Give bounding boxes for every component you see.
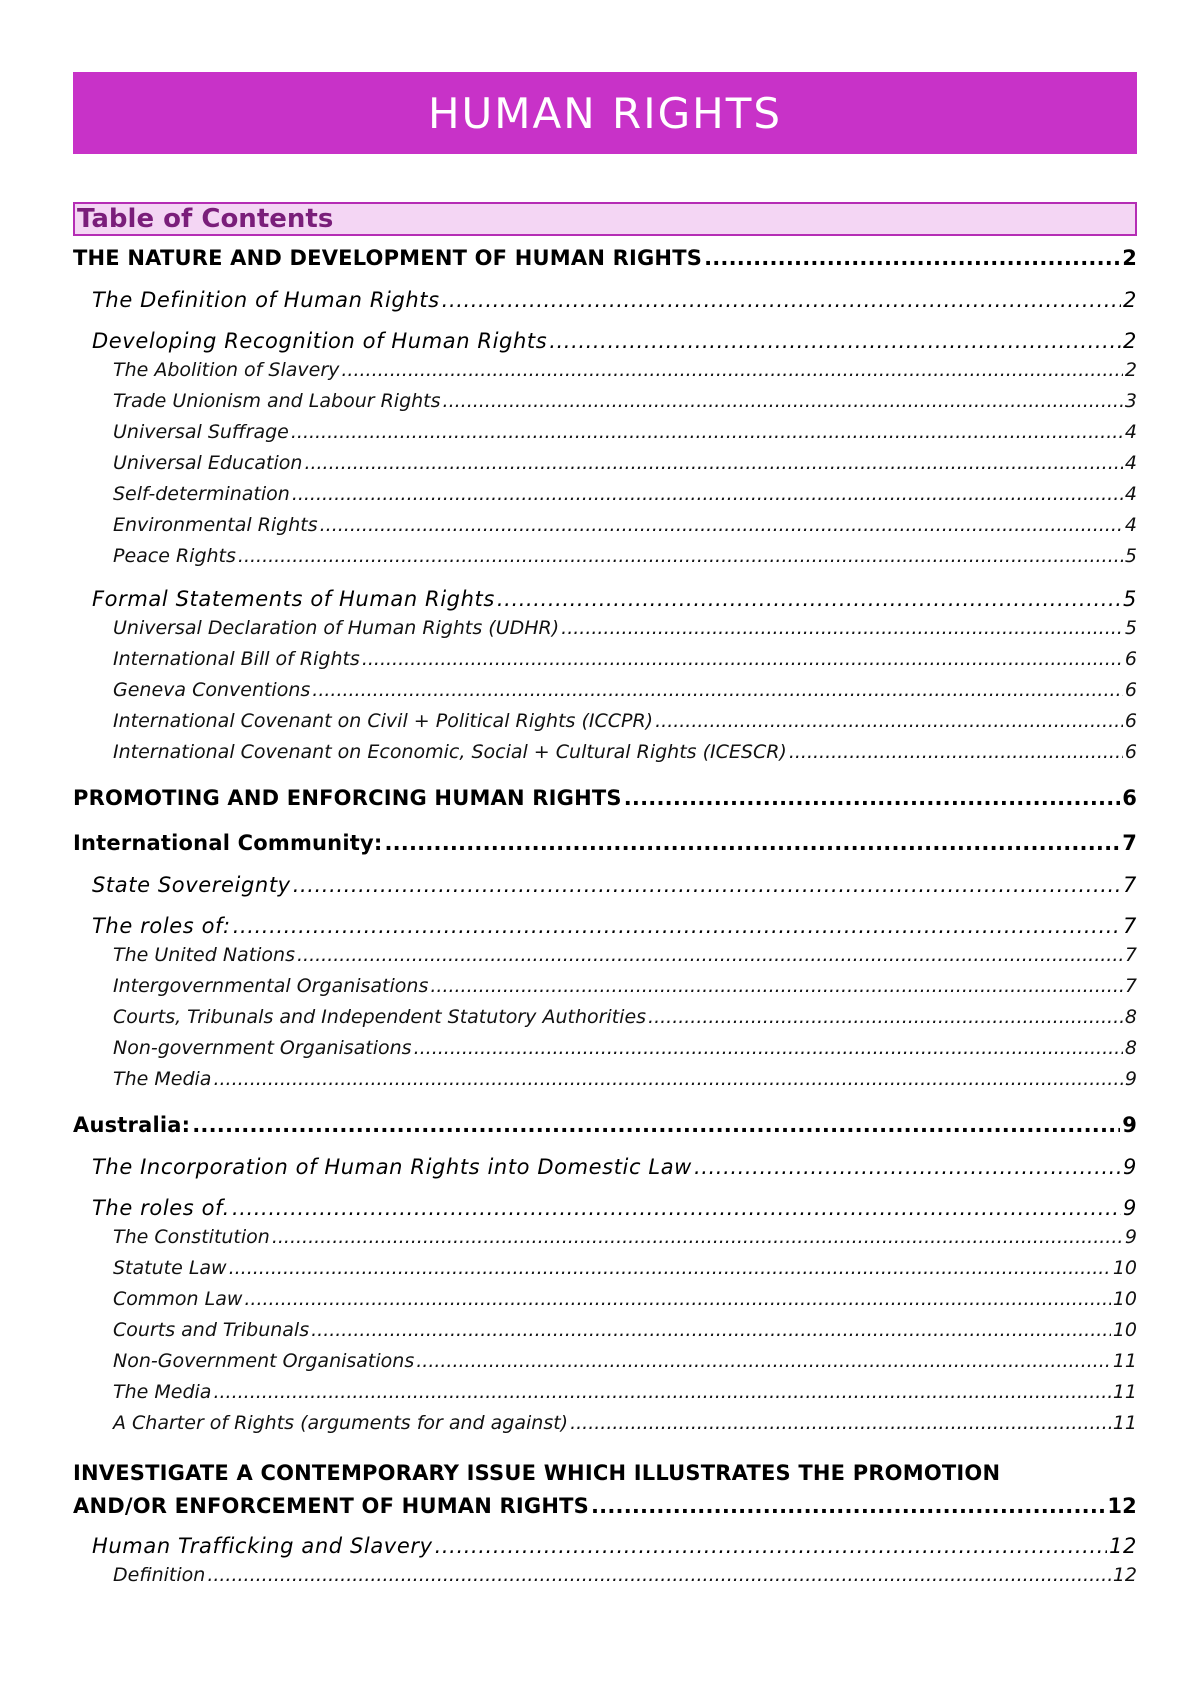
table-of-contents: [73, 246, 1137, 1443]
toc-leader-dots: [293, 873, 1121, 897]
toc-entry-label: Intergovernmental Organisations: [113, 975, 429, 997]
toc-leader-dots: [549, 329, 1121, 353]
toc-entry-label: The United Nations: [113, 944, 295, 966]
toc-leader-dots: [624, 786, 1120, 810]
toc-entry-level-3[interactable]: [73, 1288, 1137, 1319]
toc-page-number: 5: [1123, 587, 1137, 611]
toc-entry-label: The roles of.: [92, 1196, 230, 1220]
toc-page-number: 10: [1112, 1257, 1137, 1279]
toc-entry-level-2[interactable]: [73, 1155, 1137, 1185]
toc-page-number: 10: [1112, 1288, 1137, 1310]
toc-entry-label: Non-government Organisations: [113, 1037, 412, 1059]
toc-entry-label: The Abolition of Slavery: [113, 359, 340, 381]
toc-leader-dots: [414, 1037, 1123, 1059]
toc-entry-label: Peace Rights: [113, 545, 236, 567]
toc-page-number: 5: [1124, 545, 1137, 567]
toc-leader-dots: [207, 1564, 1111, 1586]
toc-leader-dots: [704, 246, 1120, 270]
toc-leader-dots: [311, 1319, 1111, 1341]
toc-leader-dots: [694, 1155, 1121, 1179]
toc-page-number: 2: [1122, 246, 1137, 270]
toc-entry-level-3[interactable]: [73, 1319, 1137, 1350]
toc-entry-level-2[interactable]: [73, 329, 1137, 359]
toc-entry-level-3[interactable]: [73, 390, 1137, 421]
toc-entry-label: The roles of:: [92, 914, 231, 938]
toc-entry-label: International Bill of Rights: [113, 648, 360, 670]
toc-page-number: 4: [1124, 421, 1137, 443]
toc-entry-label: Courts and Tribunals: [113, 1319, 310, 1341]
toc-page-number: 7: [1123, 873, 1137, 897]
toc-leader-dots: [229, 1257, 1111, 1279]
toc-entry-level-3[interactable]: [73, 545, 1137, 576]
toc-entry-level-3[interactable]: [73, 483, 1137, 514]
document-title: HUMAN RIGHTS: [427, 88, 783, 138]
toc-page-number: 11: [1112, 1381, 1137, 1403]
toc-page-number: 3: [1124, 390, 1137, 412]
toc-entry-label: Australia:: [73, 1113, 191, 1137]
toc-page-number: 11: [1112, 1412, 1137, 1434]
toc-entry-label: State Sovereignty: [92, 873, 291, 897]
toc-entry-label: Trade Unionism and Labour Rights: [113, 390, 441, 412]
toc-page-number: 9: [1124, 1226, 1137, 1248]
toc-page-number: 6: [1122, 786, 1137, 810]
toc-entry-label: Universal Education: [113, 452, 303, 474]
toc-entry-label: Geneva Conventions: [113, 679, 311, 701]
toc-leader-dots: [443, 390, 1123, 412]
toc-leader-dots: [244, 1288, 1110, 1310]
toc-page-number: 9: [1122, 1113, 1137, 1137]
toc-leader-dots: [192, 1113, 1120, 1137]
toc-leader-dots: [238, 545, 1123, 567]
toc-entry-level-3[interactable]: [73, 1381, 1137, 1412]
toc-page-number: 11: [1112, 1350, 1137, 1372]
toc-entry-level-3[interactable]: [73, 617, 1137, 648]
toc-entry-level-3[interactable]: [73, 1257, 1137, 1288]
toc-entry-label: The Constitution: [113, 1226, 270, 1248]
toc-page-number: 8: [1124, 1006, 1137, 1028]
toc-page-number: 2: [1124, 359, 1137, 381]
toc-entry-label: Formal Statements of Human Rights: [92, 587, 495, 611]
toc-entry-level-1[interactable]: [73, 246, 1137, 277]
toc-entry-label: Universal Suffrage: [113, 421, 289, 443]
toc-page-number: 10: [1112, 1319, 1137, 1341]
toc-entry-label: International Covenant on Civil + Political Rights (ICCPR): [113, 710, 654, 732]
toc-entry-level-1[interactable]: [73, 786, 1137, 817]
toc-page-number: 6: [1124, 741, 1137, 763]
toc-page-number: 6: [1124, 648, 1137, 670]
toc-entry-label: Non-Government Organisations: [113, 1350, 415, 1372]
toc-leader-dots: [297, 944, 1123, 966]
toc-leader-dots: [362, 648, 1123, 670]
toc-entry-label: International Community:: [73, 831, 383, 855]
toc-page-number: 7: [1124, 944, 1137, 966]
toc-entry-label: The Media: [113, 1068, 212, 1090]
toc-leader-dots: [591, 1490, 1105, 1523]
document-page: [73, 72, 1137, 1595]
toc-entry-level-1[interactable]: [73, 1113, 1137, 1144]
toc-page-number: 5: [1124, 617, 1137, 639]
toc-entry-level-3[interactable]: [73, 1037, 1137, 1068]
toc-entry-label: Human Trafficking and Slavery: [92, 1534, 433, 1558]
toc-leader-dots: [384, 831, 1120, 855]
toc-entry-level-3[interactable]: [73, 452, 1137, 483]
toc-leader-dots: [416, 1350, 1111, 1372]
toc-page-number: 6: [1124, 710, 1137, 732]
toc-leader-dots: [291, 421, 1123, 443]
toc-entry-level-3[interactable]: [73, 975, 1137, 1006]
toc-entry-level-3[interactable]: [73, 944, 1137, 975]
toc-leader-dots: [561, 617, 1123, 639]
toc-entry-label: THE NATURE AND DEVELOPMENT OF HUMAN RIGHTS: [73, 246, 703, 270]
toc-leader-dots: [233, 914, 1121, 938]
toc-entry-label: Environmental Rights: [113, 514, 318, 536]
toc-entry-level-3[interactable]: [73, 710, 1137, 741]
toc-entry-label: Definition: [113, 1564, 206, 1586]
toc-leader-dots: [232, 1196, 1121, 1220]
toc-leader-dots: [570, 1412, 1111, 1434]
toc-page-number: 7: [1123, 914, 1137, 938]
toc-entry-label: The Definition of Human Rights: [92, 288, 440, 312]
toc-leader-dots: [304, 452, 1122, 474]
table-of-contents-tail: [73, 1534, 1137, 1595]
toc-entry-label: Statute Law: [113, 1257, 227, 1279]
toc-page-number: 9: [1124, 1068, 1137, 1090]
toc-heading: Table of Contents: [77, 204, 334, 234]
toc-entry-level-3[interactable]: [73, 1068, 1137, 1099]
toc-entry-level-2[interactable]: [73, 587, 1137, 617]
toc-page-number: 2: [1123, 288, 1137, 312]
toc-leader-dots: [789, 741, 1123, 763]
toc-entry-level-3[interactable]: [73, 741, 1137, 772]
toc-entry-label-line2: AND/OR ENFORCEMENT OF HUMAN RIGHTS: [73, 1494, 589, 1518]
toc-entry-level-3[interactable]: [73, 1006, 1137, 1037]
toc-entry-label: Self-determination: [113, 483, 290, 505]
toc-entry-level-2[interactable]: [73, 1534, 1137, 1564]
toc-entry-level-1[interactable]: [73, 831, 1137, 862]
toc-page-number: 4: [1124, 452, 1137, 474]
toc-page-number: 2: [1123, 329, 1137, 353]
toc-page-number: 7: [1124, 975, 1137, 997]
toc-entry-label: Developing Recognition of Human Rights: [92, 329, 548, 353]
toc-heading-box: [73, 202, 1137, 236]
toc-entry-level-2[interactable]: [73, 288, 1137, 318]
toc-page-number: 12: [1107, 1494, 1137, 1518]
toc-entry-label: PROMOTING AND ENFORCING HUMAN RIGHTS: [73, 786, 622, 810]
toc-leader-dots: [213, 1068, 1122, 1090]
toc-entry-level-3[interactable]: [73, 514, 1137, 545]
toc-entry-level-2[interactable]: [73, 914, 1137, 944]
toc-page-number: 9: [1123, 1196, 1137, 1220]
toc-entry-label: Universal Declaration of Human Rights (UDHR): [113, 617, 560, 639]
toc-page-number: 9: [1123, 1155, 1137, 1179]
toc-entry-label: The Incorporation of Human Rights into Domestic Law: [92, 1155, 692, 1179]
toc-entry-level-3[interactable]: [73, 679, 1137, 710]
toc-leader-dots: [648, 1006, 1123, 1028]
toc-leader-dots: [655, 710, 1123, 732]
toc-entry-level-2[interactable]: [73, 873, 1137, 903]
toc-leader-dots: [435, 1534, 1107, 1558]
toc-page-number: 12: [1109, 1534, 1137, 1558]
toc-page-number: 8: [1124, 1037, 1137, 1059]
toc-entry-level-3[interactable]: [73, 1226, 1137, 1257]
toc-entry-label: Courts, Tribunals and Independent Statutory Authorities: [113, 1006, 647, 1028]
toc-entry-label: International Covenant on Economic, Social + Cultural Rights (ICESCR): [113, 741, 787, 763]
toc-entry-level-3[interactable]: [73, 1412, 1137, 1443]
toc-leader-dots: [292, 483, 1123, 505]
toc-leader-dots: [497, 587, 1121, 611]
toc-entry-level-3[interactable]: [73, 359, 1137, 390]
toc-page-number: 12: [1112, 1564, 1137, 1586]
toc-page-number: 4: [1124, 514, 1137, 536]
toc-leader-dots: [272, 1226, 1123, 1248]
toc-entry-level-3[interactable]: [73, 1350, 1137, 1381]
toc-leader-dots: [430, 975, 1123, 997]
toc-leader-dots: [320, 514, 1123, 536]
toc-entry-label: The Media: [113, 1381, 212, 1403]
toc-entry-level-3[interactable]: [73, 648, 1137, 679]
title-banner: [73, 72, 1137, 154]
toc-leader-dots: [442, 288, 1121, 312]
toc-leader-dots: [312, 679, 1123, 701]
toc-page-number: 4: [1124, 483, 1137, 505]
toc-entry-level-1-wrapped[interactable]: [73, 1457, 1137, 1523]
toc-leader-dots: [213, 1381, 1110, 1403]
toc-entry-label: A Charter of Rights (arguments for and against): [113, 1412, 569, 1434]
toc-entry-level-3[interactable]: [73, 1564, 1137, 1595]
toc-entry-level-2[interactable]: [73, 1196, 1137, 1226]
toc-page-number: 6: [1124, 679, 1137, 701]
toc-leader-dots: [341, 359, 1123, 381]
toc-entry-label: Common Law: [113, 1288, 243, 1310]
toc-page-number: 7: [1122, 831, 1137, 855]
toc-entry-label-line1: INVESTIGATE A CONTEMPORARY ISSUE WHICH ILLUSTRATES THE PROMOTION: [73, 1461, 1001, 1485]
toc-entry-level-3[interactable]: [73, 421, 1137, 452]
